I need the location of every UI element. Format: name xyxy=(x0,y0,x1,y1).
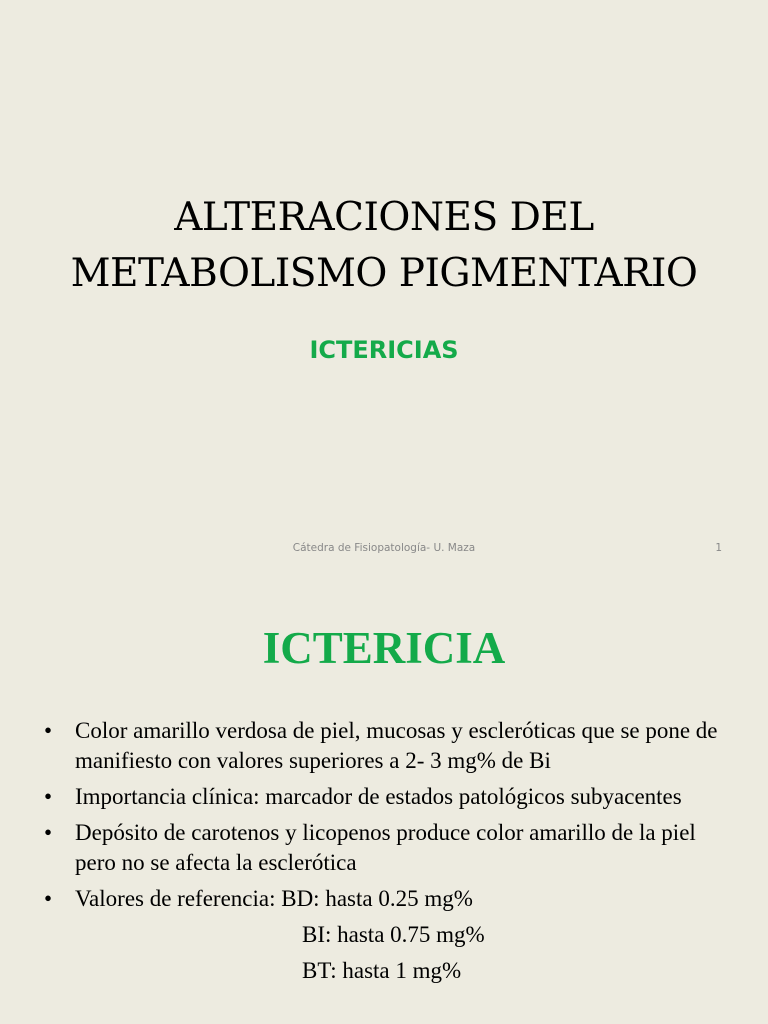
reference-value-bi: BI: hasta 0.75 mg% xyxy=(302,922,485,947)
bullet-icon: • xyxy=(44,718,53,743)
slide-page-number: 1 xyxy=(715,542,722,554)
list-item xyxy=(44,716,734,776)
content-slide-title: ICTERICIA xyxy=(262,623,506,673)
slide-title-line-2: METABOLISMO PIGMENTARIO xyxy=(70,251,698,296)
slide-title-line-1: ALTERACIONES DEL xyxy=(174,195,594,240)
list-item xyxy=(44,884,734,986)
list-item-text: Depósito de carotenos y licopenos produce color amarillo de la piel pero no se afecta la esclerótica xyxy=(75,820,696,875)
content-slide xyxy=(0,576,768,1024)
list-item-text: Importancia clínica: marcador de estados patológicos subyacentes xyxy=(75,784,682,809)
list-item-text: Valores de referencia: BD: hasta 0.25 mg% xyxy=(75,886,473,911)
list-item xyxy=(44,818,734,878)
list-item-text: Color amarillo verdosa de piel, mucosas y escleróticas que se pone de manifiesto con valores superiores a 2- 3 mg% de Bi xyxy=(75,718,718,773)
bullet-icon: • xyxy=(44,886,53,911)
list-item xyxy=(44,782,734,812)
reference-value-bt: BT: hasta 1 mg% xyxy=(302,958,462,983)
bullet-icon: • xyxy=(44,820,53,845)
bullet-icon: • xyxy=(44,784,53,809)
slide-title xyxy=(0,190,768,302)
slide-subtitle: ICTERICIAS xyxy=(309,336,459,364)
bullet-list xyxy=(44,716,734,992)
slide-footer: Cátedra de Fisiopatología- U. Maza xyxy=(292,542,476,554)
